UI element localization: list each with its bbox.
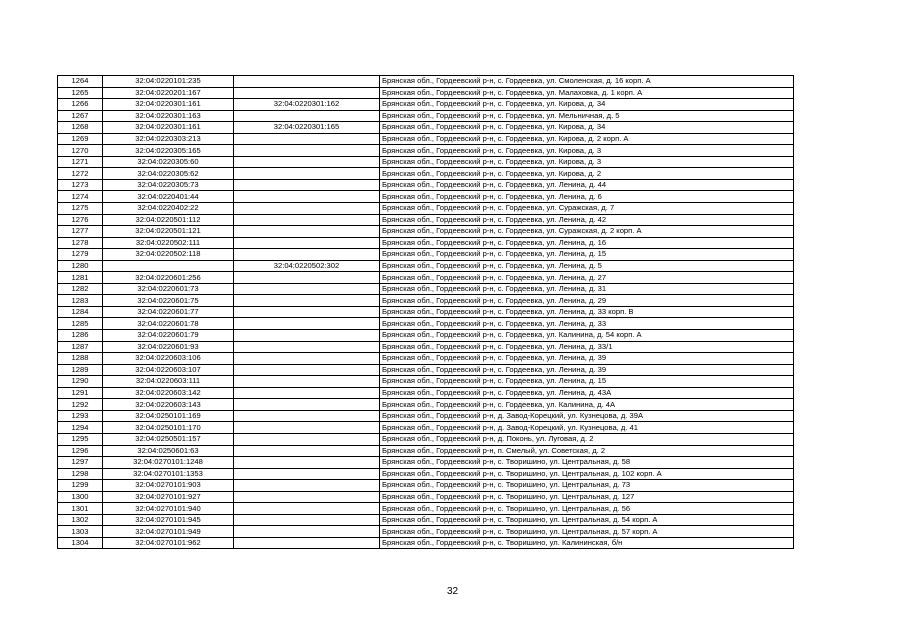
table-row [58, 179, 794, 191]
cadastral-number-cell: 32:04:0220501:121 [103, 226, 234, 238]
row-number-cell: 1276 [58, 214, 103, 226]
table-row [58, 364, 794, 376]
table-row [58, 330, 794, 342]
address-cell: Брянская обл., Гордеевский р-н, п. Смелый, ул. Советская, д. 2 [380, 445, 794, 457]
cadastral-number-cell: 32:04:0250601:63 [103, 445, 234, 457]
cadastral-number-cell: 32:04:0220305:60 [103, 156, 234, 168]
related-cadastral-number-cell [234, 364, 380, 376]
related-cadastral-number-cell [234, 76, 380, 88]
page-number: 32 [446, 586, 459, 597]
row-number-cell: 1273 [58, 179, 103, 191]
cadastral-number-cell: 32:04:0250501:157 [103, 433, 234, 445]
cadastral-number-cell: 32:04:0250101:169 [103, 410, 234, 422]
related-cadastral-number-cell [234, 283, 380, 295]
row-number-cell: 1291 [58, 387, 103, 399]
address-cell: Брянская обл., Гордеевский р-н, с. Гордеевка, ул. Ленина, д. 42 [380, 214, 794, 226]
row-number-cell: 1296 [58, 445, 103, 457]
cadastral-number-cell [103, 260, 234, 272]
related-cadastral-number-cell [234, 214, 380, 226]
related-cadastral-number-cell [234, 387, 380, 399]
address-cell: Брянская обл., Гордеевский р-н, с. Гордеевка, ул. Калинина, д. 54 корп. А [380, 330, 794, 342]
table-row [58, 433, 794, 445]
table-row [58, 295, 794, 307]
table-row [58, 110, 794, 122]
address-cell: Брянская обл., Гордеевский р-н, с. Гордеевка, ул. Кирова, д. 3 [380, 145, 794, 157]
table-row [58, 283, 794, 295]
address-cell: Брянская обл., Гордеевский р-н, с. Гордеевка, ул. Малаховка, д. 1 корп. А [380, 87, 794, 99]
table-row [58, 133, 794, 145]
cadastral-number-cell: 32:04:0220603:106 [103, 353, 234, 365]
address-cell: Брянская обл., Гордеевский р-н, с. Гордеевка, ул. Ленина, д. 44 [380, 179, 794, 191]
cadastral-number-cell: 32:04:0220402:22 [103, 203, 234, 215]
address-cell: Брянская обл., Гордеевский р-н, с. Творишино, ул. Калининская, б/н [380, 537, 794, 549]
cadastral-number-cell: 32:04:0220603:107 [103, 364, 234, 376]
row-number-cell: 1286 [58, 330, 103, 342]
table-row [58, 156, 794, 168]
related-cadastral-number-cell [234, 203, 380, 215]
row-number-cell: 1274 [58, 191, 103, 203]
table-row [58, 226, 794, 238]
property-table [57, 75, 794, 549]
cadastral-number-cell: 32:04:0250101:170 [103, 422, 234, 434]
table-row [58, 318, 794, 330]
cadastral-number-cell: 32:04:0220301:161 [103, 99, 234, 111]
row-number-cell: 1269 [58, 133, 103, 145]
related-cadastral-number-cell [234, 237, 380, 249]
table-row [58, 376, 794, 388]
table-row [58, 445, 794, 457]
address-cell: Брянская обл., Гордеевский р-н, с. Гордеевка, ул. Суражская, д. 7 [380, 203, 794, 215]
table-row [58, 214, 794, 226]
row-number-cell: 1283 [58, 295, 103, 307]
cadastral-number-cell: 32:04:0220502:111 [103, 237, 234, 249]
table-row [58, 249, 794, 261]
row-number-cell: 1279 [58, 249, 103, 261]
address-cell: Брянская обл., Гордеевский р-н, с. Гордеевка, ул. Смоленская, д. 16 корп. А [380, 76, 794, 88]
table-row [58, 422, 794, 434]
address-cell: Брянская обл., Гордеевский р-н, с. Гордеевка, ул. Мельничная, д. 5 [380, 110, 794, 122]
related-cadastral-number-cell [234, 87, 380, 99]
related-cadastral-number-cell [234, 376, 380, 388]
cadastral-number-cell: 32:04:0220201:167 [103, 87, 234, 99]
address-cell: Брянская обл., Гордеевский р-н, с. Гордеевка, ул. Ленина, д. 15 [380, 249, 794, 261]
table-body [58, 76, 794, 549]
address-cell: Брянская обл., Гордеевский р-н, с. Гордеевка, ул. Кирова, д. 34 [380, 99, 794, 111]
row-number-cell: 1298 [58, 468, 103, 480]
table-row [58, 191, 794, 203]
address-cell: Брянская обл., Гордеевский р-н, с. Гордеевка, ул. Суражская, д. 2 корп. А [380, 226, 794, 238]
table-row [58, 341, 794, 353]
table-row [58, 99, 794, 111]
table-row [58, 145, 794, 157]
row-number-cell: 1266 [58, 99, 103, 111]
cadastral-number-cell: 32:04:0220601:75 [103, 295, 234, 307]
related-cadastral-number-cell [234, 353, 380, 365]
address-cell: Брянская обл., Гордеевский р-н, д. Завод-Корецкий, ул. Кузнецова, д. 41 [380, 422, 794, 434]
row-number-cell: 1290 [58, 376, 103, 388]
table-row [58, 399, 794, 411]
row-number-cell: 1295 [58, 433, 103, 445]
related-cadastral-number-cell [234, 295, 380, 307]
cadastral-number-cell: 32:04:0220603:143 [103, 399, 234, 411]
table-row [58, 457, 794, 469]
cadastral-number-cell: 32:04:0220601:79 [103, 330, 234, 342]
address-cell: Брянская обл., Гордеевский р-н, д. Поконь, ул. Луговая, д. 2 [380, 433, 794, 445]
cadastral-number-cell: 32:04:0220603:142 [103, 387, 234, 399]
row-number-cell: 1303 [58, 526, 103, 538]
row-number-cell: 1275 [58, 203, 103, 215]
related-cadastral-number-cell [234, 526, 380, 538]
row-number-cell: 1292 [58, 399, 103, 411]
address-cell: Брянская обл., Гордеевский р-н, с. Гордеевка, ул. Кирова, д. 34 [380, 122, 794, 134]
related-cadastral-number-cell: 32:04:0220301:162 [234, 99, 380, 111]
row-number-cell: 1297 [58, 457, 103, 469]
cadastral-number-cell: 32:04:0270101:903 [103, 480, 234, 492]
cadastral-number-cell: 32:04:0220305:73 [103, 179, 234, 191]
cadastral-number-cell: 32:04:0220303:213 [103, 133, 234, 145]
related-cadastral-number-cell [234, 191, 380, 203]
address-cell: Брянская обл., Гордеевский р-н, с. Гордеевка, ул. Ленина, д. 33/1 [380, 341, 794, 353]
row-number-cell: 1289 [58, 364, 103, 376]
table-row [58, 491, 794, 503]
address-cell: Брянская обл., Гордеевский р-н, с. Гордеевка, ул. Кирова, д. 2 [380, 168, 794, 180]
row-number-cell: 1282 [58, 283, 103, 295]
cadastral-number-cell: 32:04:0220501:112 [103, 214, 234, 226]
cadastral-number-cell: 32:04:0270101:945 [103, 514, 234, 526]
address-cell: Брянская обл., Гордеевский р-н, с. Гордеевка, ул. Ленина, д. 6 [380, 191, 794, 203]
table-row [58, 503, 794, 515]
address-cell: Брянская обл., Гордеевский р-н, с. Творишино, ул. Центральная, д. 57 корп. А [380, 526, 794, 538]
address-cell: Брянская обл., Гордеевский р-н, с. Творишино, ул. Центральная, д. 58 [380, 457, 794, 469]
related-cadastral-number-cell [234, 249, 380, 261]
related-cadastral-number-cell [234, 422, 380, 434]
table-row [58, 526, 794, 538]
row-number-cell: 1280 [58, 260, 103, 272]
table-row [58, 306, 794, 318]
table-row [58, 537, 794, 549]
address-cell: Брянская обл., Гордеевский р-н, с. Творишино, ул. Центральная, д. 73 [380, 480, 794, 492]
table-row [58, 468, 794, 480]
related-cadastral-number-cell: 32:04:0220502:302 [234, 260, 380, 272]
row-number-cell: 1281 [58, 272, 103, 284]
row-number-cell: 1284 [58, 306, 103, 318]
address-cell: Брянская обл., Гордеевский р-н, с. Гордеевка, ул. Ленина, д. 39 [380, 353, 794, 365]
related-cadastral-number-cell [234, 491, 380, 503]
related-cadastral-number-cell [234, 168, 380, 180]
address-cell: Брянская обл., Гордеевский р-н, с. Гордеевка, ул. Ленина, д. 16 [380, 237, 794, 249]
related-cadastral-number-cell [234, 341, 380, 353]
address-cell: Брянская обл., Гордеевский р-н, с. Творишино, ул. Центральная, д. 127 [380, 491, 794, 503]
related-cadastral-number-cell [234, 457, 380, 469]
table-row [58, 353, 794, 365]
cadastral-number-cell: 32:04:0220601:93 [103, 341, 234, 353]
cadastral-number-cell: 32:04:0220305:62 [103, 168, 234, 180]
address-cell: Брянская обл., Гордеевский р-н, с. Творишино, ул. Центральная, д. 102 корп. А [380, 468, 794, 480]
cadastral-number-cell: 32:04:0220601:77 [103, 306, 234, 318]
cadastral-number-cell: 32:04:0220601:73 [103, 283, 234, 295]
row-number-cell: 1268 [58, 122, 103, 134]
table-row [58, 87, 794, 99]
row-number-cell: 1304 [58, 537, 103, 549]
related-cadastral-number-cell [234, 226, 380, 238]
cadastral-number-cell: 32:04:0220101:235 [103, 76, 234, 88]
related-cadastral-number-cell [234, 156, 380, 168]
address-cell: Брянская обл., Гордеевский р-н, д. Завод-Корецкий, ул. Кузнецова, д. 39А [380, 410, 794, 422]
address-cell: Брянская обл., Гордеевский р-н, с. Гордеевка, ул. Ленина, д. 27 [380, 272, 794, 284]
row-number-cell: 1278 [58, 237, 103, 249]
related-cadastral-number-cell [234, 537, 380, 549]
table-row [58, 272, 794, 284]
row-number-cell: 1265 [58, 87, 103, 99]
address-cell: Брянская обл., Гордеевский р-н, с. Творишино, ул. Центральная, д. 54 корп. А [380, 514, 794, 526]
related-cadastral-number-cell [234, 133, 380, 145]
row-number-cell: 1302 [58, 514, 103, 526]
table-row [58, 410, 794, 422]
row-number-cell: 1293 [58, 410, 103, 422]
address-cell: Брянская обл., Гордеевский р-н, с. Гордеевка, ул. Ленина, д. 43А [380, 387, 794, 399]
row-number-cell: 1267 [58, 110, 103, 122]
table-row [58, 260, 794, 272]
related-cadastral-number-cell [234, 480, 380, 492]
related-cadastral-number-cell [234, 445, 380, 457]
cadastral-number-cell: 32:04:0270101:1248 [103, 457, 234, 469]
cadastral-number-cell: 32:04:0220401:44 [103, 191, 234, 203]
related-cadastral-number-cell [234, 272, 380, 284]
related-cadastral-number-cell [234, 514, 380, 526]
row-number-cell: 1271 [58, 156, 103, 168]
cadastral-number-cell: 32:04:0220601:78 [103, 318, 234, 330]
cadastral-number-cell: 32:04:0270101:1353 [103, 468, 234, 480]
address-cell: Брянская обл., Гордеевский р-н, с. Гордеевка, ул. Калинина, д. 4А [380, 399, 794, 411]
cadastral-number-cell: 32:04:0220301:163 [103, 110, 234, 122]
address-cell: Брянская обл., Гордеевский р-н, с. Гордеевка, ул. Ленина, д. 39 [380, 364, 794, 376]
table-row [58, 387, 794, 399]
related-cadastral-number-cell [234, 110, 380, 122]
related-cadastral-number-cell [234, 179, 380, 191]
address-cell: Брянская обл., Гордеевский р-н, с. Гордеевка, ул. Кирова, д. 2 корп. А [380, 133, 794, 145]
related-cadastral-number-cell [234, 503, 380, 515]
cadastral-number-cell: 32:04:0220601:256 [103, 272, 234, 284]
table-row [58, 480, 794, 492]
cadastral-number-cell: 32:04:0270101:949 [103, 526, 234, 538]
address-cell: Брянская обл., Гордеевский р-н, с. Гордеевка, ул. Ленина, д. 33 корп. В [380, 306, 794, 318]
row-number-cell: 1299 [58, 480, 103, 492]
cadastral-number-cell: 32:04:0220502:118 [103, 249, 234, 261]
table-row [58, 168, 794, 180]
cadastral-number-cell: 32:04:0270101:927 [103, 491, 234, 503]
related-cadastral-number-cell [234, 399, 380, 411]
related-cadastral-number-cell [234, 318, 380, 330]
table-row [58, 122, 794, 134]
row-number-cell: 1294 [58, 422, 103, 434]
cadastral-number-cell: 32:04:0220603:111 [103, 376, 234, 388]
row-number-cell: 1287 [58, 341, 103, 353]
row-number-cell: 1277 [58, 226, 103, 238]
row-number-cell: 1301 [58, 503, 103, 515]
address-cell: Брянская обл., Гордеевский р-н, с. Творишино, ул. Центральная, д. 56 [380, 503, 794, 515]
table-row [58, 514, 794, 526]
cadastral-number-cell: 32:04:0270101:940 [103, 503, 234, 515]
row-number-cell: 1288 [58, 353, 103, 365]
related-cadastral-number-cell [234, 306, 380, 318]
address-cell: Брянская обл., Гордеевский р-н, с. Гордеевка, ул. Ленина, д. 5 [380, 260, 794, 272]
table-row [58, 76, 794, 88]
table-row [58, 203, 794, 215]
table-row [58, 237, 794, 249]
row-number-cell: 1272 [58, 168, 103, 180]
row-number-cell: 1270 [58, 145, 103, 157]
row-number-cell: 1285 [58, 318, 103, 330]
address-cell: Брянская обл., Гордеевский р-н, с. Гордеевка, ул. Кирова, д. 3 [380, 156, 794, 168]
address-cell: Брянская обл., Гордеевский р-н, с. Гордеевка, ул. Ленина, д. 33 [380, 318, 794, 330]
address-cell: Брянская обл., Гордеевский р-н, с. Гордеевка, ул. Ленина, д. 15 [380, 376, 794, 388]
cadastral-number-cell: 32:04:0220301:161 [103, 122, 234, 134]
row-number-cell: 1300 [58, 491, 103, 503]
cadastral-number-cell: 32:04:0220305:165 [103, 145, 234, 157]
address-cell: Брянская обл., Гордеевский р-н, с. Гордеевка, ул. Ленина, д. 29 [380, 295, 794, 307]
related-cadastral-number-cell [234, 145, 380, 157]
related-cadastral-number-cell [234, 330, 380, 342]
related-cadastral-number-cell [234, 410, 380, 422]
address-cell: Брянская обл., Гордеевский р-н, с. Гордеевка, ул. Ленина, д. 31 [380, 283, 794, 295]
cadastral-number-cell: 32:04:0270101:962 [103, 537, 234, 549]
related-cadastral-number-cell [234, 468, 380, 480]
row-number-cell: 1264 [58, 76, 103, 88]
related-cadastral-number-cell [234, 433, 380, 445]
related-cadastral-number-cell: 32:04:0220301:165 [234, 122, 380, 134]
